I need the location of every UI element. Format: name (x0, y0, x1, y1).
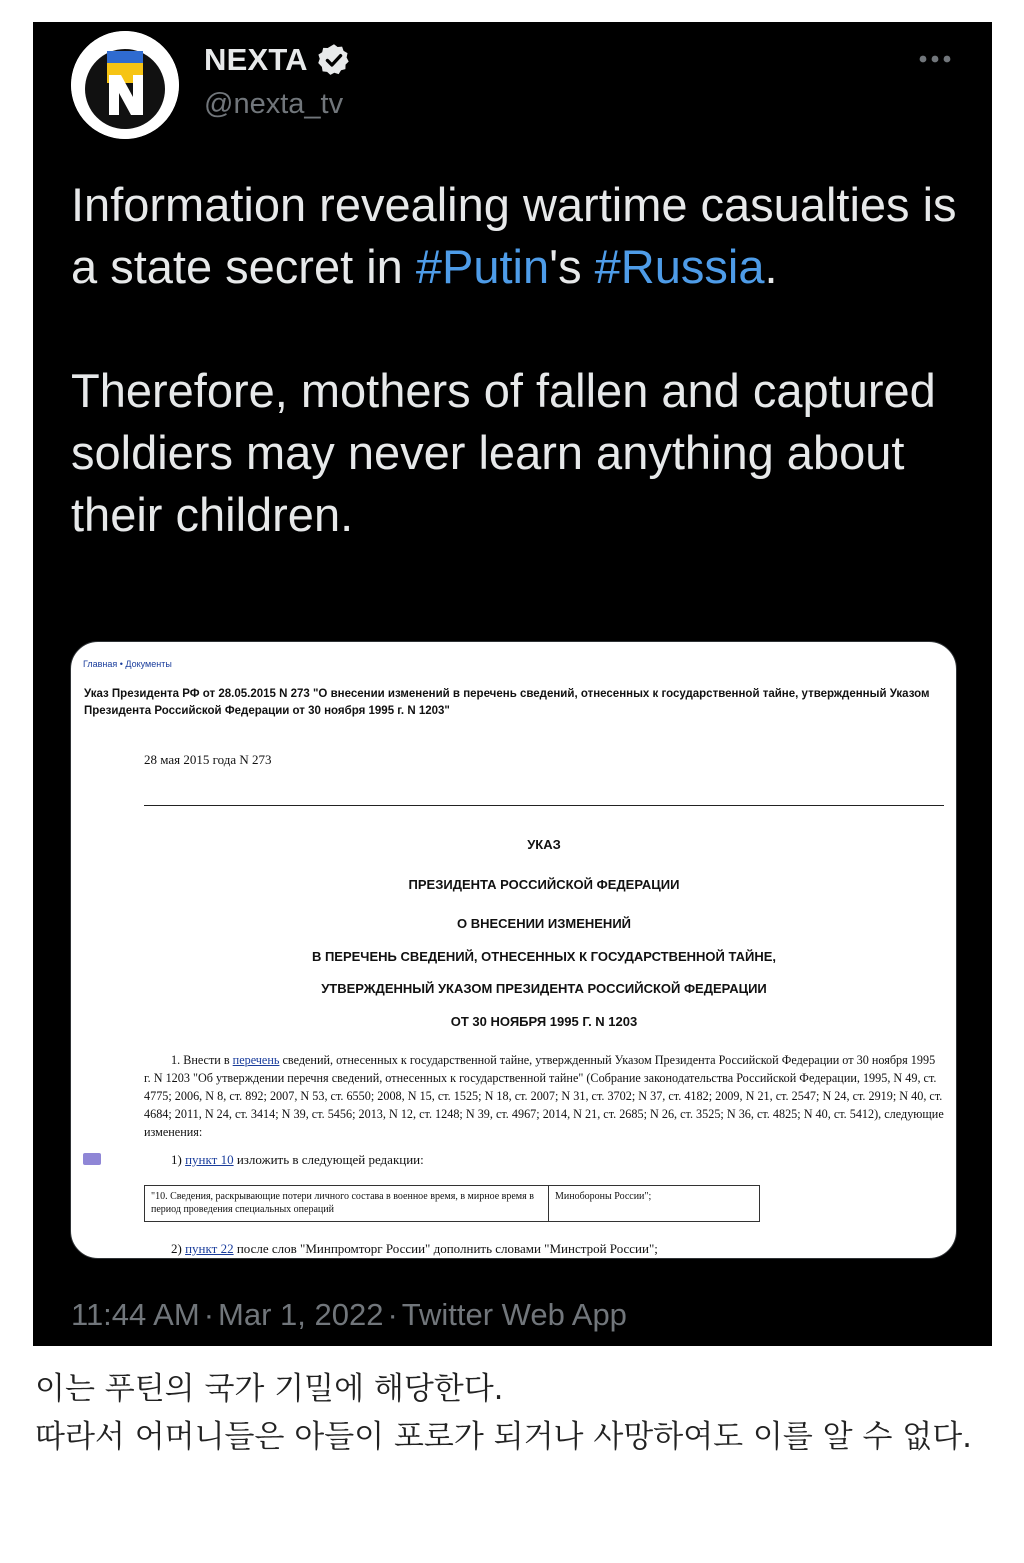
caption-line-1: 이는 푸틴의 국가 기밀에 해당한다. (35, 1371, 504, 1407)
separator: · (203, 1297, 215, 1332)
doc-heading: ПРЕЗИДЕНТА РОССИЙСКОЙ ФЕДЕРАЦИИ (408, 877, 680, 892)
hashtag-putin[interactable]: #Putin (415, 240, 550, 293)
nexta-logo-icon (71, 31, 179, 139)
doc-breadcrumb: Главная • Документы (83, 659, 172, 669)
attached-document-image[interactable] (70, 641, 957, 1259)
doc-text-span: 1. Внести в (171, 1053, 233, 1067)
info-icon[interactable] (83, 1153, 101, 1165)
doc-heading: О ВНЕСЕНИИ ИЗМЕНЕНИЙ (456, 916, 632, 931)
doc-body-paragraph (144, 1051, 944, 1141)
doc-table-cell: Минобороны России"; (555, 1191, 652, 1202)
more-options-icon[interactable] (915, 49, 955, 69)
doc-link-perechen[interactable]: перечень (232, 1053, 280, 1067)
doc-table (144, 1185, 760, 1222)
author-name-row (204, 42, 352, 78)
doc-text-span: 2) (171, 1241, 186, 1256)
doc-heading: В ПЕРЕЧЕНЬ СВЕДЕНИЙ, ОТНЕСЕННЫХ К ГОСУДАРСТВЕННОЙ ТАЙНЕ, (311, 949, 777, 964)
doc-heading: ОТ 30 НОЯБРЯ 1995 Г. N 1203 (450, 1014, 638, 1029)
tweet-date[interactable]: Mar 1, 2022 (218, 1297, 384, 1332)
doc-divider (144, 805, 944, 806)
tweet-paragraph-2: Therefore, mothers of fallen and captured soldiers may never learn anything about their children. (71, 364, 936, 541)
verified-badge-icon (316, 42, 352, 78)
tweet-card (33, 22, 992, 1346)
tweet-time[interactable]: 11:44 AM (71, 1297, 200, 1332)
doc-date-line: 28 мая 2015 года N 273 (144, 752, 272, 767)
avatar[interactable] (71, 31, 179, 139)
doc-text-span: изложить в следующей редакции: (233, 1152, 424, 1167)
doc-text-span: сведений, отнесенных к государственной тайне, утвержденный Указом Президента Российской Федерации от 30 ноября 1995 г. N 1203 "Об утверждении перечня сведений, отнесенных к государственной тайне" (Собрание законодательства Российской Федерации, 1995, N 49, ст. 4775; 2006, N 8, ст. 892; 2007, N 53, ст. 6550; 2008, N 15, ст. 1525; N 18, ст. 2007; N 31, ст. 3702; N 37, ст. 4182; 2009, N 21, ст. 2547; N 24, ст. 2919; N 40, ст. 4684; 2011, N 24, ст. 3414; N 39, ст. 5456; 2013, N 12, ст. 1248; N 39, ст. 4967; 2014, N 21, ст. 2685; N 26, ст. 3525; N 36, ст. 4825; N 40, ст. 5412), следующие изменения: (144, 1053, 944, 1139)
tweet-text-span: Information revealing wartime casualties is a state secret in (71, 178, 957, 293)
doc-text-span: 1) (171, 1152, 186, 1167)
doc-item-1 (171, 1152, 424, 1168)
tweet-text (71, 174, 971, 546)
tweet-timestamp (71, 1297, 627, 1333)
tweet-text-span: . (764, 240, 778, 293)
caption-line-2: 따라서 어머니들은 아들이 포로가 되거나 사망하여도 이를 알 수 없다. (35, 1419, 973, 1455)
doc-text-span: после слов "Минпромторг России" дополнить словами "Минстрой России"; (233, 1241, 658, 1256)
korean-caption (35, 1365, 995, 1461)
handle[interactable]: @nexta_tv (204, 88, 344, 120)
doc-heading: УКАЗ (527, 837, 561, 852)
tweet-paragraph-1 (71, 174, 971, 298)
display-name[interactable]: NEXTA (204, 42, 308, 77)
separator: · (387, 1297, 398, 1332)
tweet-text-span: 's (549, 240, 595, 293)
tweet-source[interactable]: Twitter Web App (401, 1297, 627, 1332)
doc-heading: УТВЕРЖДЕННЫЙ УКАЗОМ ПРЕЗИДЕНТА РОССИЙСКОЙ ФЕДЕРАЦИИ (321, 981, 767, 996)
doc-link-punkt-10[interactable]: пункт 10 (185, 1152, 234, 1167)
hashtag-russia[interactable]: #Russia (594, 240, 765, 293)
doc-item-2 (171, 1241, 658, 1257)
doc-table-cell: "10. Сведения, раскрывающие потери личного состава в военное время, в мирное время в период проведения специальных операций (145, 1186, 549, 1221)
doc-title: Указ Президента РФ от 28.05.2015 N 273 "О внесении изменений в перечень сведений, отнесенных к государственной тайне, утвержденный Указом Президента Российской Федерации от 30 ноября 1995 г. N 1203" (84, 688, 930, 717)
doc-link-punkt-22[interactable]: пункт 22 (185, 1241, 234, 1256)
